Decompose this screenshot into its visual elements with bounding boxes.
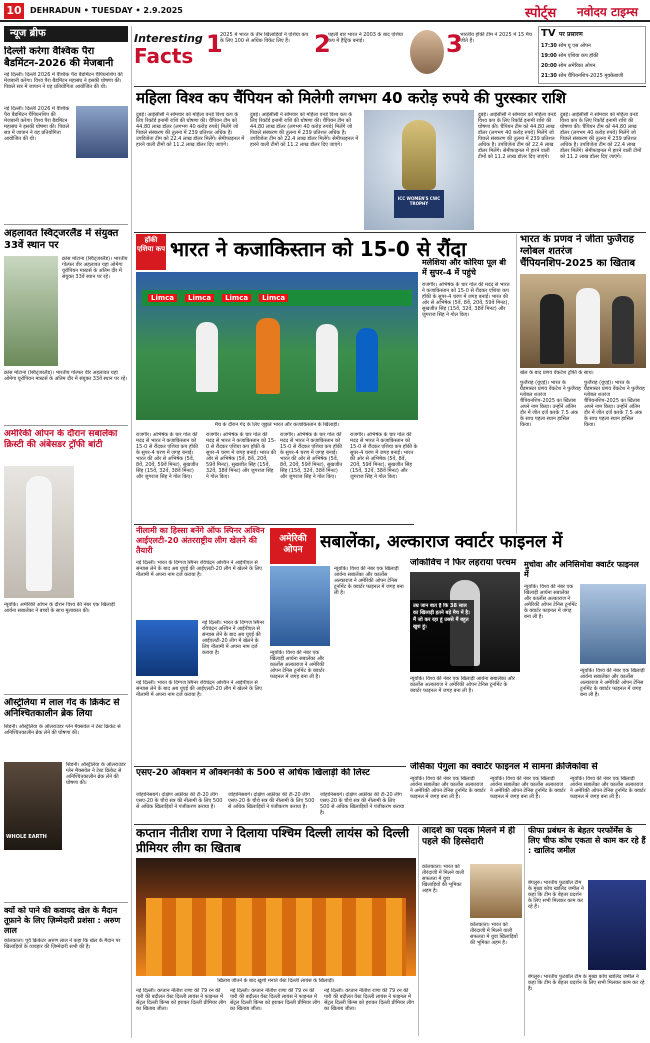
- ad-banner: [142, 290, 412, 306]
- facts-strip: [134, 26, 534, 84]
- anisimova-title: मुचोवा और अनिसिमोवा क्वार्टर फाइनल में: [524, 560, 639, 579]
- tv-event: चैंपियनशिप-2025 मुक्केबाजी: [567, 73, 624, 79]
- fact3: भारतीय हॉकी टीम ने 2025 में 15 मैच जीते हैं।: [460, 32, 532, 44]
- tv-subtitle: पर प्रसारण: [559, 31, 583, 38]
- anisimova-photo: [580, 584, 646, 664]
- dpl-body-col1: नई दिल्ली। कप्तान नीतीश राणा की 79 रन की पारी की बदौलत वेस्ट दिल्ली लायंस ने फाइनल में सेंट्रल दिल्ली किंग्स को हराकर दिल्ली प्रीमियर लीग का खिताब जीता।: [136, 988, 226, 1012]
- person-figure: [540, 294, 564, 364]
- rule: [134, 766, 406, 767]
- section-title: स्पोर्ट्स: [525, 6, 557, 21]
- tv-schedule: [538, 26, 646, 84]
- tv-time: 20:00: [541, 63, 557, 69]
- hockey-badge-text: हॉकी एशिया कप: [136, 236, 166, 253]
- banner-text: Limca: [148, 294, 177, 302]
- brief2-body-cont: क्रांस मोंटाना (स्विट्जरलैंड)। भारतीय गोल्फर वीर अहलावत यहां ओमेगा यूरोपियन मास्टर्स के अंतिम दौर में संयुक्त 33वें स्थान पर रहे।: [4, 370, 128, 382]
- person-figure: [576, 288, 600, 364]
- anisimova-body: न्यूयॉर्क। विश्व की नंबर एक खिलाड़ी आर्यना सबालेंका और कार्लोस अल्काराज ने अमेरिकी ओपन टेनिस टूर्नामेंट के क्वार्टर फाइनल में जगह बना ली है।: [524, 584, 577, 620]
- page-number: 10: [4, 3, 24, 19]
- archery-body: कोलकाता। भारत को तीरंदाजी में मिलने वाली सफलता में युवा खिलाड़ियों की भूमिका अहम है।: [422, 864, 465, 894]
- banner-text: Limca: [222, 294, 251, 302]
- brief4-title: ऑस्ट्रेलिया में लाल गेंद के क्रिकेट से अनिश्चितकालीन ब्रेक लिया: [4, 698, 120, 719]
- tv-day: सोम: [558, 43, 567, 49]
- t20-body-col2: जोहानिसबर्ग। दक्षिण अफ्रीका की टी-20 लीग एसए-20 के चौथे सत्र की नीलामी के लिए 500 से अधिक खिलाड़ियों ने पंजीकरण कराया है।: [228, 792, 315, 810]
- jersey-text: WHOLE EARTH: [6, 834, 47, 840]
- hockey-photo: [136, 272, 418, 420]
- ashwin-headline: नीलामी का हिस्सा बनेंगे ऑफ स्पिनर अश्विन आईएलटी-20 अंतरराष्ट्रीय लीग खेलने की तैयारी: [136, 526, 265, 555]
- column-rule: [524, 826, 525, 1036]
- brief1-body-cont: नई दिल्ली। दिल्ली 2026 में वैश्विक पैरा बैडमिंटन चैंपियनशिप की मेजबानी करेगा। विश्व पैरा बैडमिंटन महासंघ ने इसकी घोषणा की। पिछले सत्र में जापान ने यह प्रतियोगिता आयोजित की थी।: [4, 106, 70, 142]
- brief4-body: सिडनी। ऑस्ट्रेलिया के ऑलराउंडर ग्लेन मैक्सवेल ने टेस्ट क्रिकेट से अनिश्चितकालीन ब्रेक लेने की घोषणा की।: [4, 724, 121, 736]
- lead-body-col2: दुबई। आईसीसी ने सोमवार को महिला वनडे विश्व कप के लिए रिकॉर्ड इनामी राशि की घोषणा की। चैंपियन टीम को 44.80 लाख डॉलर (लगभग 40 करोड़ रुपये) मिलेंगे जो पिछले संस्करण की तुलना में 239 प्रतिशत अधिक है। उपविजेता टीम को 22.4 लाख डॉलर मिलेंगे। सेमीफाइनल में हारने वाली टीमों को 11.2 लाख डॉलर दिए जाएंगे।: [250, 112, 359, 148]
- masthead: [0, 0, 650, 22]
- us-open-body-col2: न्यूयॉर्क। विश्व की नंबर एक खिलाड़ी आर्यना सबालेंका और कार्लोस अल्काराज ने अमेरिकी ओपन टेनिस टूर्नामेंट के क्वार्टर फाइनल में जगह बना ली है।: [334, 566, 404, 596]
- facts-logo: [134, 32, 204, 80]
- hockey-body-side: राजगीर। अभिषेक के चार गोल की मदद से भारत ने कजाकिस्तान को 15-0 से रौंदकर एशिया कप हॉकी के सुपर-4 चरण में जगह बनाई। भारत की ओर से अभिषेक (5वें, 8वें, 20वें, 59वें मिनट), सुखजीत सिंह (15वें, 32वें, 38वें मिनट) और जुगराज सिंह ने गोल किए।: [422, 282, 510, 318]
- brief2-photo: [4, 256, 58, 366]
- chess-photo-caption: खेल के बाद प्रणव वेंकटेश ट्रॉफी के साथ।: [520, 370, 594, 376]
- ashwin-body-col3: नई दिल्ली। भारत के दिग्गज स्पिनर रविचंद्रन अश्विन ने आईपीएल से संन्यास लेने के बाद अब यूएई की आईएलटी-20 लीग में खेलने के लिए नीलामी में अपना नाम दर्ज कराया है।: [136, 680, 262, 698]
- brief5-body: कोलकाता। पूर्व क्रिकेटर अरुण लाल ने कहा कि खेल के मैदान पर खिलाड़ियों के व्यवहार की ज़िम्मेदारी सभी की है।: [4, 938, 121, 950]
- hockey-body-col3: राजगीर। अभिषेक के चार गोल की मदद से भारत ने कजाकिस्तान को 15-0 से रौंदकर एशिया कप हॉकी के सुपर-4 चरण में जगह बनाई। भारत की ओर से अभिषेक (5वें, 8वें, 20वें, 59वें मिनट), सुखजीत सिंह (15वें, 32वें, 38वें मिनट) और जुगराज सिंह ने गोल किए।: [280, 432, 343, 480]
- fact-portrait: [410, 30, 444, 74]
- divider: [4, 902, 128, 903]
- hockey-headline: भारत ने कजाकिस्तान को 15-0 से रौंदा: [170, 237, 467, 261]
- fact2-number: 2: [314, 30, 331, 58]
- chess-headline: भारत के प्रणव ने जीता फुजैराह ग्लोबल शतरंज चैंपियनशिप-2025 का खिताब: [520, 234, 636, 269]
- tv-time: 17:30: [541, 43, 557, 49]
- chess-photo: [520, 274, 646, 368]
- fact2: पहली बार भारत ने 2003 के बाद एशिया कप में हैट्रिक बनाई।: [328, 32, 404, 44]
- tv-title: TV: [541, 28, 556, 39]
- brief4-photo: [4, 762, 62, 850]
- ashwin-body-col2: नई दिल्ली। भारत के दिग्गज स्पिनर रविचंद्रन अश्विन ने आईपीएल से संन्यास लेने के बाद अब यूएई की आईएलटी-20 लीग में खेलने के लिए नीलामी में अपना नाम दर्ज कराया है।: [202, 620, 265, 656]
- anisimova-body-cont: न्यूयॉर्क। विश्व की नंबर एक खिलाड़ी आर्यना सबालेंका और कार्लोस अल्काराज ने अमेरिकी ओपन टेनिस टूर्नामेंट के क्वार्टर फाइनल में जगह बना ली है।: [580, 668, 645, 698]
- tv-event: यू एस ओपन: [567, 43, 591, 49]
- sabalenka-photo: [270, 566, 330, 646]
- fact1: 2025 में भारत के तीन खिलाड़ियों ने एशिया कप के लिए 100 से अधिक विकेट लिए हैं।: [220, 32, 309, 44]
- tv-day: सोम: [558, 73, 567, 79]
- archery-headline: आदर्श का पदक मिलने में ही पहले की हिस्सेदारी: [422, 826, 516, 847]
- chess-body-col1: फुजैराह (यूएई)। भारत के ग्रैंडमास्टर प्रणव वेंकटेश ने फुजैराह ग्लोबल शतरंज चैंपियनशिप-2025 का खिताब अपने नाम किया। उन्होंने अंतिम दौर में जीत दर्ज करके 7.5 अंक के साथ पहला स्थान हासिल किया।: [520, 380, 581, 428]
- dpl-body-col2: नई दिल्ली। कप्तान नीतीश राणा की 79 रन की पारी की बदौलत वेस्ट दिल्ली लायंस ने फाइनल में सेंट्रल दिल्ली किंग्स को हराकर दिल्ली प्रीमियर लीग का खिताब जीता।: [230, 988, 320, 1012]
- left-sidebar: [4, 26, 128, 1038]
- t20-body-col1: जोहानिसबर्ग। दक्षिण अफ्रीका की टी-20 लीग एसए-20 के चौथे सत्र की नीलामी के लिए 500 से अधिक खिलाड़ियों ने पंजीकरण कराया है।: [136, 792, 223, 810]
- football-body-cont: बेंगलुरु। भारतीय फुटबॉल टीम के मुख्य कोच खालिद जमील ने कहा कि टीम के बेहतर प्रदर्शन के लिए सभी मिलकर काम कर रहे हैं।: [528, 974, 645, 992]
- hockey-body-col1: राजगीर। अभिषेक के चार गोल की मदद से भारत ने कजाकिस्तान को 15-0 से रौंदकर एशिया कप हॉकी के सुपर-4 चरण में जगह बनाई। भारत की ओर से अभिषेक (5वें, 8वें, 20वें, 59वें मिनट), सुखजीत सिंह (15वें, 32वें, 38वें मिनट) और जुगराज सिंह ने गोल किए।: [136, 432, 199, 480]
- lead-body-col4: दुबई। आईसीसी ने सोमवार को महिला वनडे विश्व कप के लिए रिकॉर्ड इनामी राशि की घोषणा की। चैंपियन टीम को 44.80 लाख डॉलर (लगभग 40 करोड़ रुपये) मिलेंगे जो पिछले संस्करण की तुलना में 239 प्रतिशत अधिक है। उपविजेता टीम को 22.4 लाख डॉलर मिलेंगे। सेमीफाइनल में हारने वाली टीमों को 11.2 लाख डॉलर दिए जाएंगे।: [560, 112, 642, 160]
- brief2-title: अहलावत स्विट्जरलैंड में संयुक्त 33वें स्थान पर: [4, 228, 119, 251]
- brief1-title: दिल्ली करेगा वैश्विक पैरा बैडमिंटन-2026 की मेजबानी: [4, 46, 114, 69]
- person-figure: [612, 296, 634, 364]
- ashwin-photo: [136, 620, 198, 676]
- brief3-body: न्यूयॉर्क। अमेरिकी ओपन के दौरान विश्व की नंबर एक खिलाड़ी आर्यना सबालेंका ने बच्चों के साथ मुलाकात की।: [4, 602, 115, 614]
- t20-body-col3: जोहानिसबर्ग। दक्षिण अफ्रीका की टी-20 लीग एसए-20 के चौथे सत्र की नीलामी के लिए 500 से अधिक खिलाड़ियों ने पंजीकरण कराया है।: [320, 792, 405, 816]
- rule: [134, 524, 414, 525]
- pegula-body-col2: न्यूयॉर्क। विश्व की नंबर एक खिलाड़ी आर्यना सबालेंका और कार्लोस अल्काराज ने अमेरिकी ओपन टेनिस टूर्नामेंट के क्वार्टर फाइनल में जगह बना ली है।: [490, 776, 566, 800]
- brief5-title: क्यों को पाने की कवायद खेल के मैदान तूफ़ाने के लिए ज़िम्मेदारी प्रशंसा : अरुण लाल: [4, 906, 121, 935]
- brief4-body-cont: सिडनी। ऑस्ट्रेलिया के ऑलराउंडर ग्लेन मैक्सवेल ने टेस्ट क्रिकेट से अनिश्चितकालीन ब्रेक लेने की घोषणा की।: [66, 762, 126, 786]
- brief3-title: अमेरिकी ओपन के दौरान सबालेंका क्रिस्टी की अंबेसडर ट्रॉफी बांटी: [4, 429, 118, 450]
- quote-box: [410, 600, 474, 672]
- lead-body-col3: दुबई। आईसीसी ने सोमवार को महिला वनडे विश्व कप के लिए रिकॉर्ड इनामी राशि की घोषणा की। चैंपियन टीम को 44.80 लाख डॉलर (लगभग 40 करोड़ रुपये) मिलेंगे जो पिछले संस्करण की तुलना में 239 प्रतिशत अधिक है। उपविजेता टीम को 22.4 लाख डॉलर मिलेंगे। सेमीफाइनल में हारने वाली टीमों को 11.2 लाख डॉलर दिए जाएंगे।: [478, 112, 556, 160]
- news-brief-text: न्यूज ब्रीफ: [10, 28, 46, 39]
- football-body: बेंगलुरु। भारतीय फुटबॉल टीम के मुख्य कोच खालिद जमील ने कहा कि टीम के बेहतर प्रदर्शन के लिए सभी मिलकर काम कर रहे हैं।: [528, 880, 584, 910]
- dpl-body-col3: नई दिल्ली। कप्तान नीतीश राणा की 79 रन की पारी की बदौलत वेस्ट दिल्ली लायंस ने फाइनल में सेंट्रल दिल्ली किंग्स को हराकर दिल्ली प्रीमियर लीग का खिताब जीता।: [324, 988, 415, 1012]
- chess-body-col2: फुजैराह (यूएई)। भारत के ग्रैंडमास्टर प्रणव वेंकटेश ने फुजैराह ग्लोबल शतरंज चैंपियनशिप-2025 का खिताब अपने नाम किया। उन्होंने अंतिम दौर में जीत दर्ज करके 7.5 अंक के साथ पहला स्थान हासिल किया।: [584, 380, 645, 428]
- hockey-subhead: मलेशिया और कोरिया पूल बी में सुपर-4 में पहुंचे: [422, 258, 506, 277]
- trophy-shape: [402, 120, 436, 190]
- dpl-photo-caption: खिताब जीतने के बाद खुशी मनाते वेस्ट दिल्ली लायंस के खिलाड़ी।: [217, 978, 335, 984]
- brand-logo: नवोदय टाइम्स: [577, 5, 639, 19]
- divider: [4, 694, 128, 695]
- player-figure: [26, 476, 52, 591]
- pegula-title: जेसिका पेगुला का क्वार्टर फाइनल में सामना क्रेजिकोवा से: [410, 762, 598, 772]
- trophy-photo: [364, 110, 474, 230]
- pegula-body-col1: न्यूयॉर्क। विश्व की नंबर एक खिलाड़ी आर्यना सबालेंका और कार्लोस अल्काराज ने अमेरिकी ओपन टेनिस टूर्नामेंट के क्वार्टर फाइनल में जगह बना ली है।: [410, 776, 486, 800]
- news-brief-label: [4, 26, 128, 42]
- brief3-photo: [4, 466, 74, 598]
- player-figure: [256, 318, 280, 394]
- player-figure: [356, 328, 378, 392]
- ashwin-body-col1: नई दिल्ली। भारत के दिग्गज स्पिनर रविचंद्रन अश्विन ने आईपीएल से संन्यास लेने के बाद अब यूएई की आईएलटी-20 लीग में खेलने के लिए नीलामी में अपना नाम दर्ज कराया है।: [136, 560, 262, 578]
- dpl-headline: कप्तान नीतीश राणा ने दिलाया पश्चिम दिल्ली लायंस को दिल्ली प्रीमियर लीग का खिताब: [136, 826, 409, 855]
- tv-row: [541, 41, 645, 81]
- tv-event: एशिया कप हॉकी: [567, 53, 599, 59]
- archery-body-cont: कोलकाता। भारत को तीरंदाजी में मिलने वाली सफलता में युवा खिलाड़ियों की भूमिका अहम है।: [470, 922, 518, 946]
- column-rule: [418, 826, 419, 1036]
- us-open-badge-text: अमेरिकी ओपन: [279, 534, 307, 555]
- divider: [4, 425, 128, 426]
- rule: [134, 232, 646, 233]
- trophy-caption: ICC WOMEN'S CWC TROPHY: [397, 196, 441, 206]
- djokovic-body: न्यूयॉर्क। विश्व की नंबर एक खिलाड़ी आर्यना सबालेंका और कार्लोस अल्काराज ने अमेरिकी ओपन टेनिस टूर्नामेंट के क्वार्टर फाइनल में जगह बना ली है।: [410, 676, 515, 694]
- hockey-body-col2: राजगीर। अभिषेक के चार गोल की मदद से भारत ने कजाकिस्तान को 15-0 से रौंदकर एशिया कप हॉकी के सुपर-4 चरण में जगह बनाई। भारत की ओर से अभिषेक (5वें, 8वें, 20वें, 59वें मिनट), सुखजीत सिंह (15वें, 32वें, 38वें मिनट) और जुगराज सिंह ने गोल किए।: [206, 432, 276, 480]
- us-open-body-col1: न्यूयॉर्क। विश्व की नंबर एक खिलाड़ी आर्यना सबालेंका और कार्लोस अल्काराज ने अमेरिकी ओपन टेनिस टूर्नामेंट के क्वार्टर फाइनल में जगह बना ली है।: [270, 650, 325, 680]
- brief1-photo: [76, 106, 128, 158]
- edition-line: DEHRADUN • TUESDAY • 2.9.2025: [30, 6, 183, 15]
- tv-day: सोम: [558, 63, 567, 69]
- dpl-photo: [136, 858, 416, 976]
- fact3-number: 3: [446, 30, 463, 58]
- hockey-badge: [136, 234, 166, 270]
- us-open-headline: सबालेंका, अल्काराज क्वार्टर फाइनल में: [320, 532, 563, 552]
- column-rule: [131, 26, 132, 1038]
- tv-time: 19:00: [541, 53, 557, 59]
- lead-headline: महिला विश्व कप चैंपियन को मिलेगी लगभग 40 करोड़ रुपये की पुरस्कार राशि: [136, 89, 567, 107]
- banner-text: Limca: [185, 294, 214, 302]
- archery-photo: [470, 864, 522, 918]
- rule: [134, 824, 646, 825]
- rule: [134, 86, 646, 87]
- column-rule: [516, 234, 517, 534]
- brief1-body: नई दिल्ली। दिल्ली 2026 में वैश्विक पैरा बैडमिंटन चैंपियनशिप की मेजबानी करेगा। विश्व पैरा बैडमिंटन महासंघ ने इसकी घोषणा की। पिछले सत्र में जापान ने यह प्रतियोगिता आयोजित की थी।: [4, 72, 123, 90]
- banner-text: Limca: [259, 294, 288, 302]
- quote-text: उम्र जान बात है कि 38 साल का खिलाड़ी इतने बड़े मैच में है। मैं जो कर रहा हूं उससे मैं बहुत खुश हूं।: [413, 603, 470, 630]
- facts-title-bold: Facts: [134, 44, 194, 68]
- facts-title-italic: Interesting: [134, 32, 203, 45]
- brief2-body: क्रांस मोंटाना (स्विट्जरलैंड)। भारतीय गोल्फर वीर अहलावत यहां ओमेगा यूरोपियन मास्टर्स के अंतिम दौर में संयुक्त 33वें स्थान पर रहे।: [62, 256, 128, 280]
- fact1-number: 1: [206, 30, 223, 58]
- pegula-body-col3: न्यूयॉर्क। विश्व की नंबर एक खिलाड़ी आर्यना सबालेंका और कार्लोस अल्काराज ने अमेरिकी ओपन टेनिस टूर्नामेंट के क्वार्टर फाइनल में जगह बना ली है।: [570, 776, 646, 800]
- player-figure: [316, 324, 338, 392]
- divider: [4, 224, 128, 225]
- football-headline: फीफा प्रबंधन के बेहतर परफॉर्मेंस के लिए चीफ कोच एकता से काम कर रहे हैं : खालिद जमील: [528, 826, 646, 855]
- t20-headline: एसए-20 ऑक्शन में ऑक्शनकी के 500 से अधिक खिलाड़ी की लिस्ट: [136, 768, 370, 778]
- tv-event: अमेरिका ओपन: [567, 63, 596, 69]
- tv-time: 21:30: [541, 73, 557, 79]
- hockey-body-col4: राजगीर। अभिषेक के चार गोल की मदद से भारत ने कजाकिस्तान को 15-0 से रौंदकर एशिया कप हॉकी के सुपर-4 चरण में जगह बनाई। भारत की ओर से अभिषेक (5वें, 8वें, 20वें, 59वें मिनट), सुखजीत सिंह (15वें, 32वें, 38वें मिनट) और जुगराज सिंह ने गोल किए।: [350, 432, 418, 480]
- tv-day: सोम: [558, 53, 567, 59]
- football-photo: [588, 880, 646, 970]
- player-figure: [196, 322, 218, 392]
- hockey-photo-caption: मैच के दौरान गेंद के लिए जूझते भारत और कजाकिस्तान के खिलाड़ी।: [214, 422, 340, 428]
- team-crowd: [146, 898, 406, 976]
- djokovic-title: जोकोविच ने फिर लहराया परचम: [410, 558, 517, 568]
- us-open-badge: [270, 528, 316, 564]
- lead-body-col1: दुबई। आईसीसी ने सोमवार को महिला वनडे विश्व कप के लिए रिकॉर्ड इनामी राशि की घोषणा की। चैंपियन टीम को 44.80 लाख डॉलर (लगभग 40 करोड़ रुपये) मिलेंगे जो पिछले संस्करण की तुलना में 239 प्रतिशत अधिक है। उपविजेता टीम को 22.4 लाख डॉलर मिलेंगे। सेमीफाइनल में हारने वाली टीमों को 11.2 लाख डॉलर दिए जाएंगे।: [136, 112, 245, 148]
